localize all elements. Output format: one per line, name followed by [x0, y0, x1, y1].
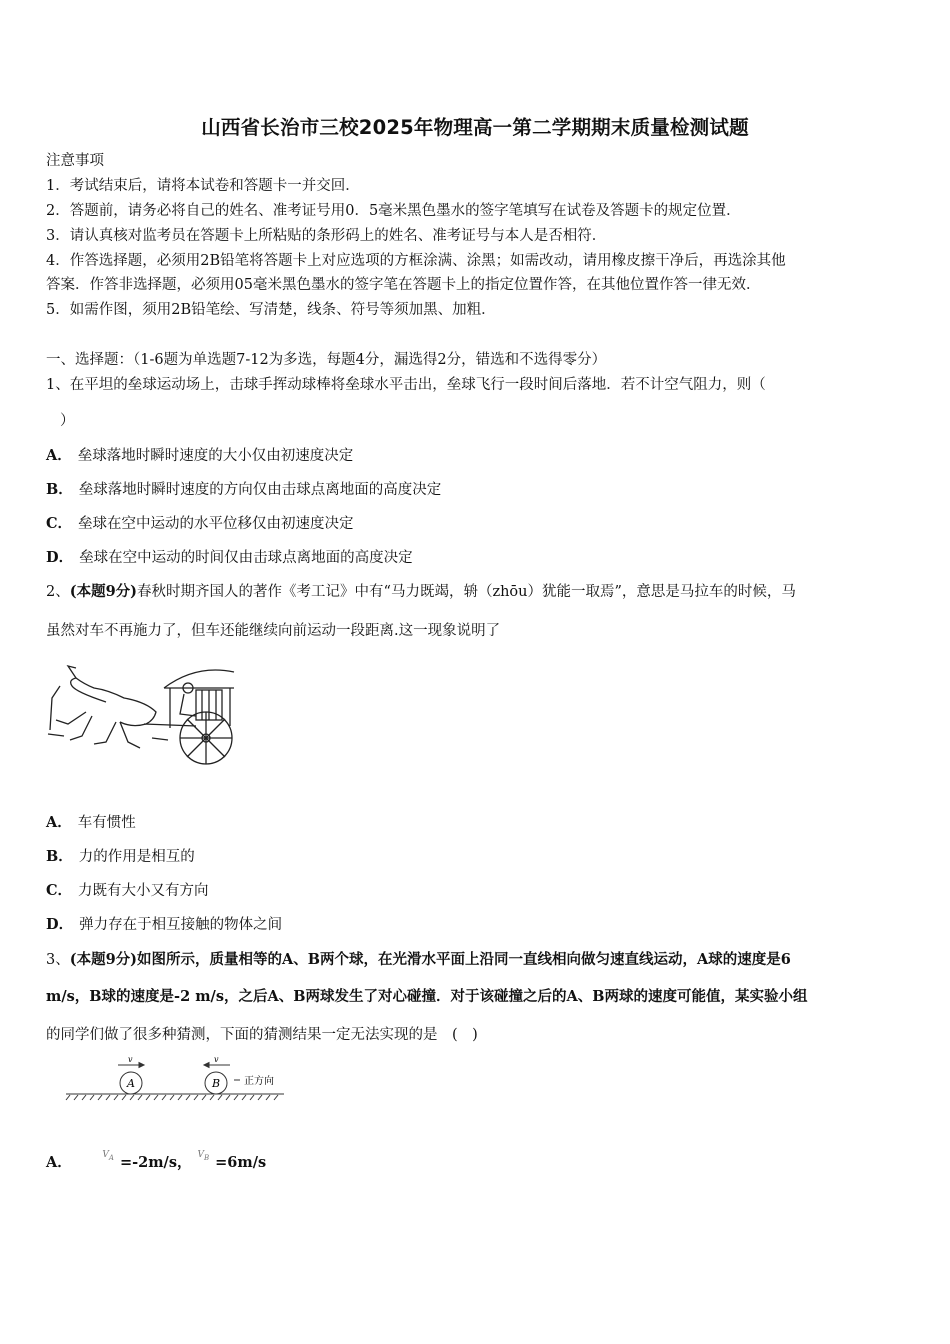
va-value: =-2m/s， [119, 1154, 192, 1171]
q3-stem [46, 950, 791, 970]
q3-stem-cont-2: 的同学们做了很多种猜测，下面的猜测结果一定无法实现的是 ( ) [46, 1027, 478, 1043]
va-subscript: A [108, 1154, 114, 1162]
option-label: B． [46, 481, 73, 498]
option-text: 垒球在空中运动的时间仅由击球点离地面的高度决定 [79, 550, 413, 566]
q3-stem-cont-1: m/s，B球的速度是-2 m/s，之后A、B两球发生了对心碰撞．对于该碰撞之后的A、B两球的速度可能值，某实验小组 [46, 988, 808, 1005]
notice-item-5: 5．如需作图，须用2B铅笔绘、写清楚，线条、符号等须加黑、加粗． [46, 302, 496, 318]
q2-option-c [46, 881, 209, 901]
q3-score-tag: (本题9分) [69, 951, 138, 968]
q2-stem-cont: 虽然对车不再施力了，但车还能继续向前运动一段距离.这一现象说明了 [46, 623, 501, 639]
q1-stem: 1、在平坦的垒球运动场上，击球手挥动球棒将垒球水平击出，垒球飞行一段时间后落地．若不计空气阻力，则（ [46, 377, 766, 393]
option-label: A． [46, 814, 72, 831]
option-label: A． [46, 1154, 72, 1171]
section-heading: 一、选择题：（1-6题为单选题7-12为多选，每题4分，漏选得2分，错选和不选得零分） [46, 352, 607, 368]
option-label: D． [46, 549, 74, 566]
q2-stem [46, 582, 796, 602]
q2-number: 2、 [46, 584, 70, 600]
q2-option-d [46, 915, 282, 935]
option-text: 垒球落地时瞬时速度的方向仅由击球点离地面的高度决定 [78, 482, 442, 498]
q2-stem-text: 春秋时期齐国人的著作《考工记》中有“马力既竭，辀（zhōu）犹能一取焉”，意思是马拉车的时候，马 [137, 584, 796, 600]
q1-stem-close: ） [60, 413, 75, 429]
va-symbol: V [102, 1150, 109, 1160]
option-text: 力既有大小又有方向 [78, 883, 209, 899]
velocity-a-label: v [128, 1055, 133, 1064]
option-text: 弹力存在于相互接触的物体之间 [79, 917, 283, 933]
option-label: C． [46, 882, 73, 899]
option-label: B． [46, 848, 73, 865]
notice-item-1: 1．考试结束后，请将本试卷和答题卡一并交回． [46, 178, 360, 194]
q2-score-tag: (本题9分) [69, 583, 138, 600]
vb-value: =6m/s [215, 1154, 267, 1171]
q1-option-d [46, 548, 413, 568]
q1-option-b [46, 480, 441, 500]
ball-b-label: B [211, 1077, 221, 1090]
option-text: 力的作用是相互的 [78, 849, 195, 865]
q2-option-a [46, 813, 136, 833]
notice-heading: 注意事项 [46, 153, 104, 169]
q2-option-b [46, 847, 195, 867]
q1-option-a [46, 446, 353, 466]
notice-item-4-cont: 答案．作答非选择题，必须用05毫米黑色墨水的签字笔在答题卡上的指定位置作答，在其他位置作答一律无效． [46, 277, 761, 293]
notice-item-4: 4．作答选择题，必须用2B铅笔将答题卡上对应选项的方框涂满、涂黑；如需改动，请用橡皮擦干净后，再选涂其他 [46, 253, 786, 269]
ball-a-label: A [127, 1077, 135, 1090]
option-label: C． [46, 515, 73, 532]
page-title: 山西省长治市三校2025年物理高一第二学期期末质量检测试题 [201, 116, 749, 139]
vb-symbol: V [197, 1150, 204, 1160]
q3-stem-text: 如图所示，质量相等的A、B两个球，在光滑水平面上沿同一直线相向做匀速直线运动，A球的速度是6 [137, 951, 791, 968]
option-text: 垒球在空中运动的水平位移仅由初速度决定 [78, 516, 354, 532]
notice-item-3: 3．请认真核对监考员在答题卡上所粘贴的条形码上的姓名、准考证号与本人是否相符． [46, 228, 607, 244]
option-text: 车有惯性 [77, 815, 136, 831]
q3-number: 3、 [46, 952, 70, 968]
q1-option-c [46, 514, 354, 534]
velocity-b-label: v [214, 1055, 219, 1064]
option-label: D． [46, 916, 74, 933]
positive-direction-label: 正方向 [244, 1076, 274, 1087]
vb-subscript: B [204, 1154, 210, 1162]
q3-option-a [46, 1150, 267, 1175]
horse-carriage-illustration [46, 658, 240, 770]
option-text: 垒球落地时瞬时速度的大小仅由初速度决定 [77, 448, 354, 464]
option-label: A． [46, 447, 72, 464]
notice-item-2: 2．答题前，请务必将自己的姓名、准考证号用0．5毫米黑色墨水的签字笔填写在试卷及答题卡的规定位置． [46, 203, 741, 219]
collision-diagram [64, 1054, 288, 1106]
